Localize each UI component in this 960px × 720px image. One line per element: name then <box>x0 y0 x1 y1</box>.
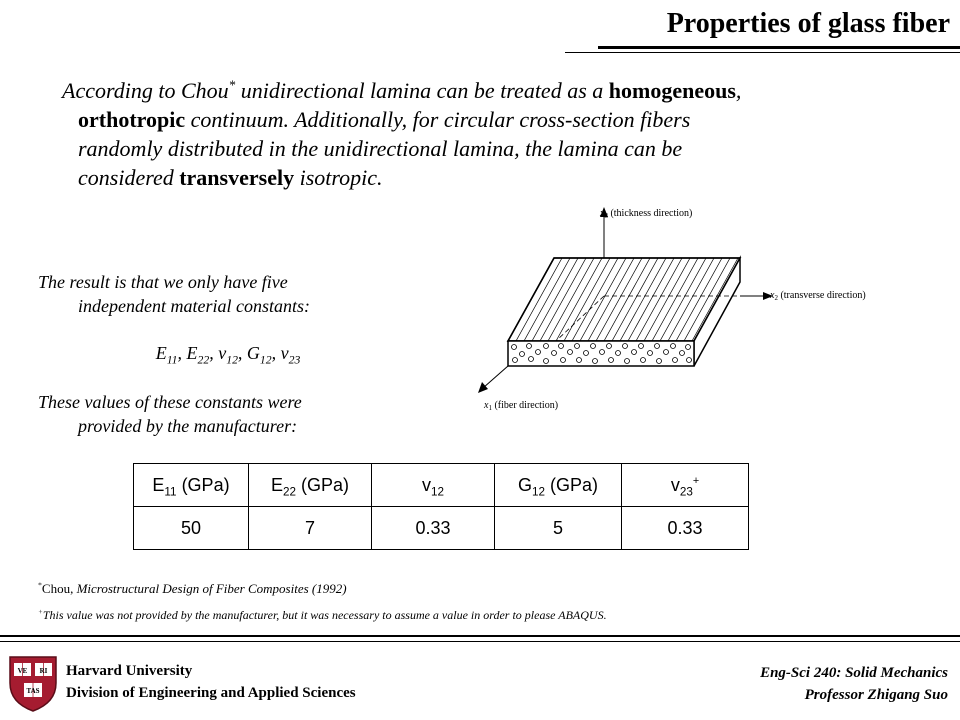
constant-symbol: , G <box>237 343 260 363</box>
title-rule-thin <box>565 52 960 53</box>
table-row <box>134 507 749 550</box>
footer-rule <box>0 635 960 637</box>
x1-axis <box>483 366 508 388</box>
result-paragraph <box>38 270 418 318</box>
intro-line-4 <box>62 163 922 192</box>
footer-institution <box>66 660 356 704</box>
footnote-marker: * <box>228 77 236 93</box>
header-cell-e11: $E_{11}$ (GPa) <box>134 464 249 507</box>
intro-emphasis: transversely <box>179 165 295 190</box>
footnote-text: This value was not provided by the manufacturer, but it was necessary to assume a value in order to please ABAQUS. <box>42 608 607 622</box>
title-rule <box>598 46 960 49</box>
x3-label: $x_3$ (thickness direction) <box>600 208 693 220</box>
footnote-marker: * <box>38 580 42 590</box>
footnote-marker: + <box>38 608 43 616</box>
intro-text: considered <box>78 165 180 190</box>
constant-subscript: 23 <box>288 353 301 367</box>
footer-rule-thin <box>0 641 960 642</box>
value-cell-e22: 7 <box>249 507 372 550</box>
constant-symbol: , v <box>271 343 289 363</box>
value-cell-e11: 50 <box>134 507 249 550</box>
value-cell-v12: 0.33 <box>372 507 495 550</box>
header-cell-v23: $v_{23}^+$ <box>622 464 749 507</box>
university-name: Harvard University <box>66 663 193 679</box>
provided-paragraph <box>38 390 418 438</box>
svg-text:RI: RI <box>39 667 48 675</box>
course-name: Eng-Sci 240: Solid Mechanics <box>760 665 948 681</box>
constant-subscript: 12 <box>226 353 238 367</box>
x1-label: $x_1$ (fiber direction) <box>484 400 559 412</box>
constant-subscript: 12 <box>259 353 272 367</box>
constant-subscript: 22 <box>197 353 210 367</box>
intro-text: continuum. Additionally, for circular cross-section fibers <box>185 107 691 132</box>
table-header-row <box>134 464 749 507</box>
provided-line-1: These values of these constants were <box>38 392 302 412</box>
division-name: Division of Engineering and Applied Sciences <box>66 685 356 701</box>
value-cell-v23: 0.33 <box>622 507 749 550</box>
intro-emphasis: homogeneous <box>608 78 736 103</box>
footnote-text: Chou, <box>41 581 77 596</box>
header-cell-v12: $v_{12}$ <box>372 464 495 507</box>
intro-line-2 <box>62 105 922 134</box>
intro-emphasis: orthotropic <box>78 107 186 132</box>
x1-arrowhead <box>478 382 488 393</box>
intro-line-3: randomly distributed in the unidirectional lamina, the lamina can be <box>78 136 683 161</box>
svg-text:TAS: TAS <box>26 687 40 695</box>
intro-line-1 <box>62 76 922 105</box>
intro-text: According to Chou <box>62 78 229 103</box>
intro-text: , <box>735 78 742 103</box>
value-cell-g12: 5 <box>495 507 622 550</box>
professor-name: Professor Zhigang Suo <box>804 687 948 703</box>
header-cell-g12: $G_{12}$ (GPa) <box>495 464 622 507</box>
intro-text: isotropic. <box>294 165 383 190</box>
lamina-diagram <box>468 196 908 421</box>
constant-subscript: 11 <box>166 353 178 367</box>
header-cell-e22: $E_{22}$ (GPa) <box>249 464 372 507</box>
result-line-2: independent material constants: <box>78 296 310 316</box>
intro-text: unidirectional lamina can be treated as a <box>235 78 609 103</box>
footnote-chou <box>38 581 347 597</box>
footnote-abaqus <box>38 608 607 623</box>
harvard-shield-logo <box>8 655 58 713</box>
slide-title: Properties of glass fiber <box>666 8 950 39</box>
provided-line-2: provided by the manufacturer: <box>78 416 298 436</box>
svg-text:VE: VE <box>17 667 28 675</box>
intro-paragraph <box>62 76 922 192</box>
constant-symbol: E <box>155 343 167 363</box>
x2-label: $x_2$ (transverse direction) <box>770 290 866 302</box>
constant-symbol: , E <box>177 343 198 363</box>
constant-symbol: , v <box>209 343 227 363</box>
footnote-citation: Microstructural Design of Fiber Composites (1992) <box>76 581 347 596</box>
footer-course <box>760 662 948 706</box>
material-properties-table <box>133 463 749 550</box>
result-line-1: The result is that we only have five <box>38 272 288 292</box>
constants-list <box>38 343 418 367</box>
